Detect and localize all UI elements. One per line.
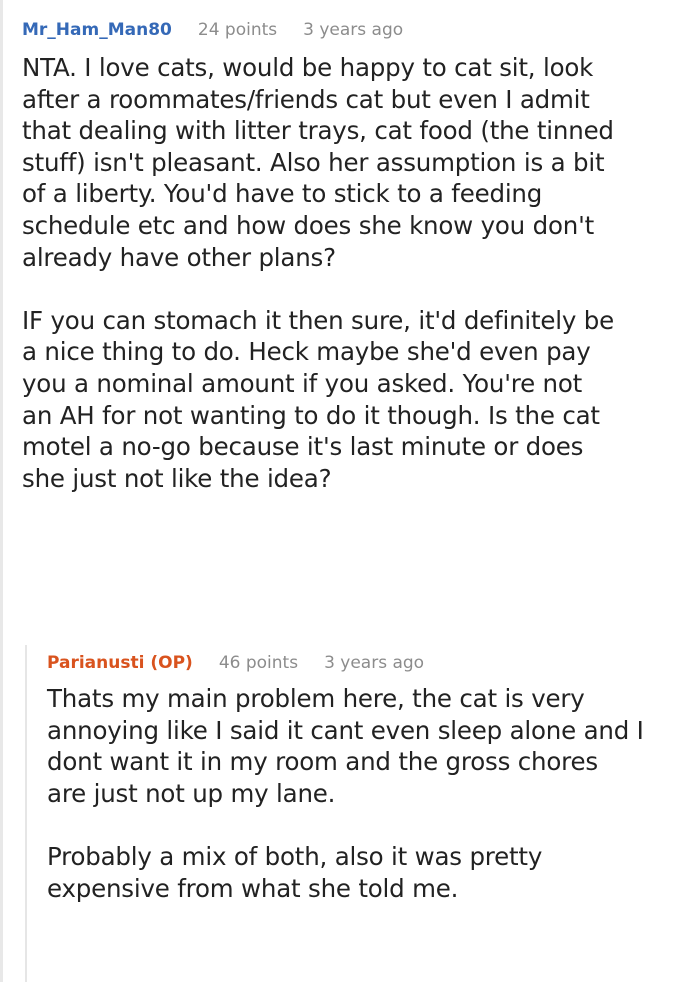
comment-body [22,52,614,494]
text-line: stuff) isn't pleasant. Also her assumption is a bit [22,147,605,177]
reply-body [47,683,644,904]
reply-paragraph [47,841,644,904]
reply-paragraph [47,683,644,809]
text-line: of a liberty. You'd have to stick to a feeding [22,179,543,209]
reply-comment [25,645,700,982]
text-line: annoying like I said it cant even sleep alone and I [47,715,644,745]
text-line: after a roommates/friends cat but even I admit [22,84,590,114]
comment-paragraph [22,52,614,273]
text-line: she just not like the idea? [22,463,332,493]
reply-points: 46 points [218,653,299,673]
comment-paragraph [22,305,614,495]
text-line: you a nominal amount if you asked. You're not [22,368,583,398]
reply-author-link[interactable]: Parianusti (OP) [47,653,193,673]
comment-points: 24 points [197,20,278,40]
text-line: expensive from what she told me. [47,873,459,903]
comment-timestamp: 3 years ago [303,20,404,40]
text-line: dont want it in my room and the gross chores [47,747,598,777]
comment-header [22,20,403,40]
text-line: an AH for not wanting to do it though. Is the cat [22,400,600,430]
reply-header [47,653,424,673]
text-line: IF you can stomach it then sure, it'd definitely be [22,305,615,335]
reply-timestamp: 3 years ago [324,653,425,673]
text-line: already have other plans? [22,242,336,272]
text-line: schedule etc and how does she know you don't [22,210,595,240]
comment-author-link[interactable]: Mr_Ham_Man80 [22,20,172,40]
text-line: Probably a mix of both, also it was pretty [47,841,543,871]
text-line: motel a no-go because it's last minute or does [22,432,584,462]
text-line: Thats my main problem here, the cat is very [47,684,585,713]
text-line: that dealing with litter trays, cat food (the tinned [22,116,614,146]
text-line: are just not up my lane. [47,778,336,808]
text-line: a nice thing to do. Heck maybe she'd even pay [22,337,591,367]
text-line: NTA. I love cats, would be happy to cat sit, look [22,53,594,82]
